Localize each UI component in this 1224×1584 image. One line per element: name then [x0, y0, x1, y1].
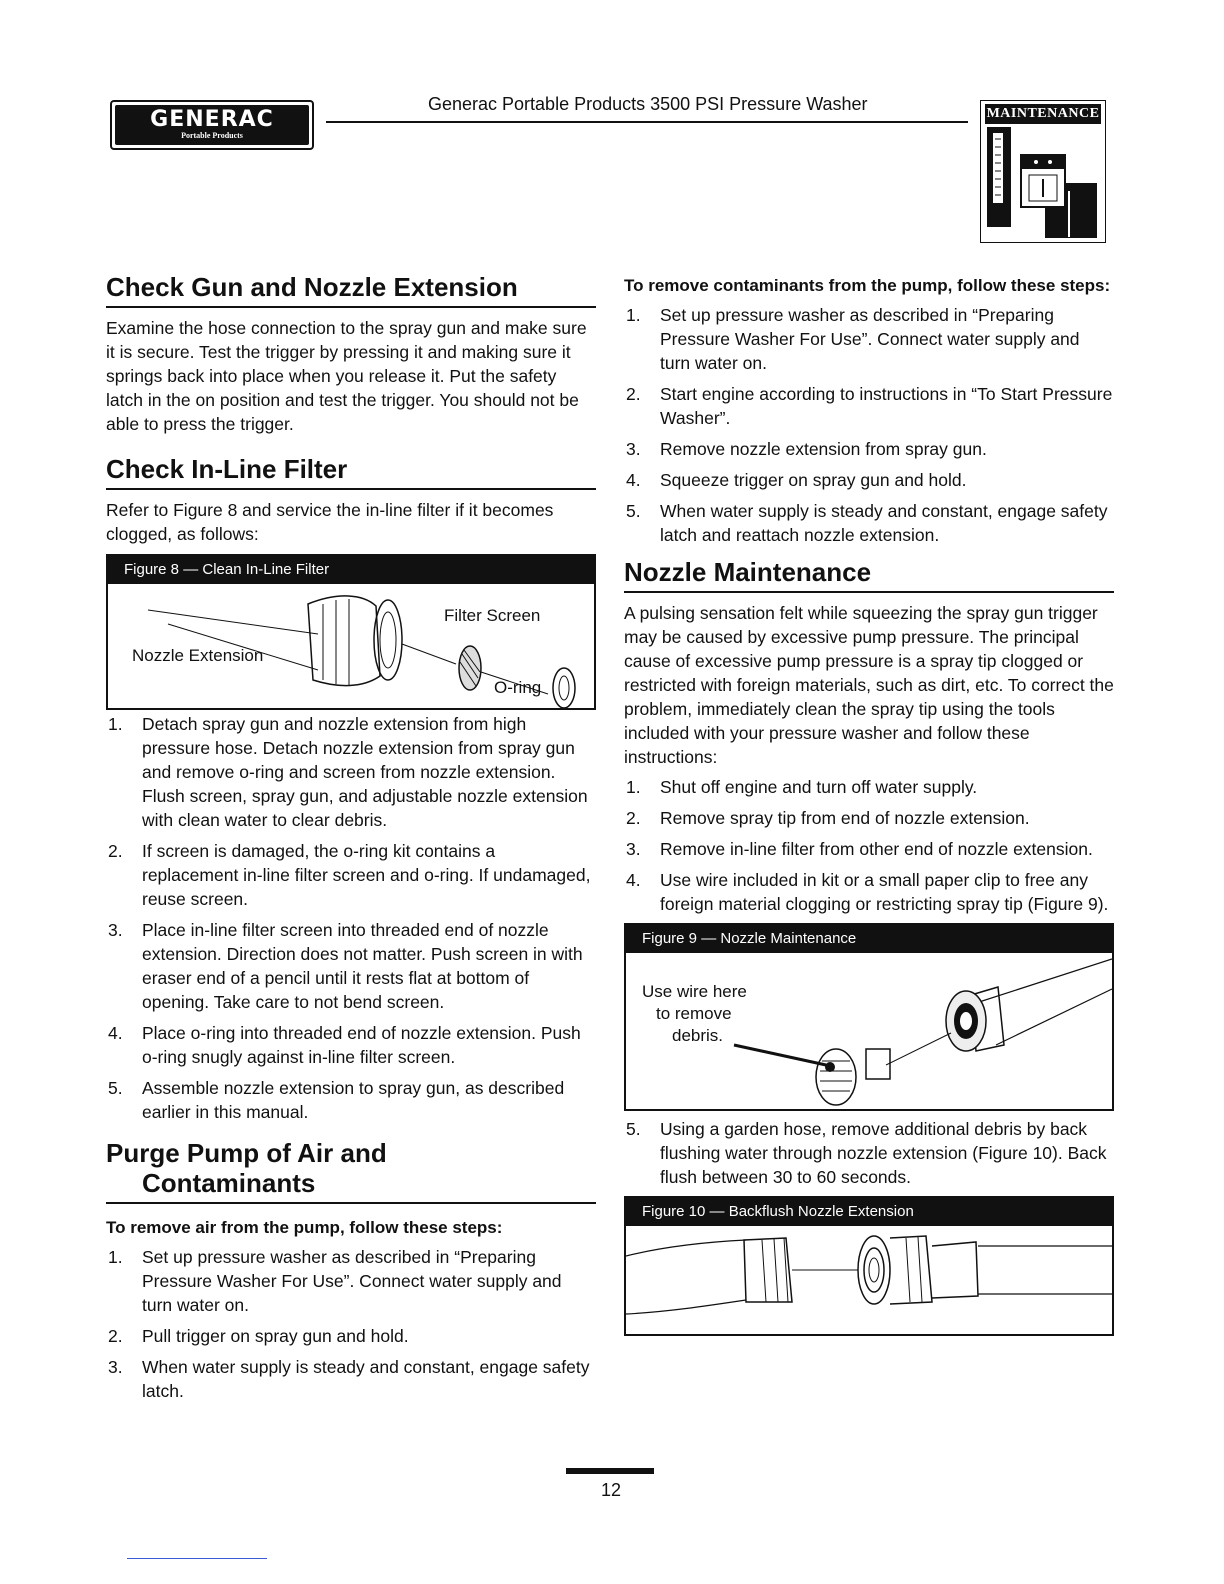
figure-8-caption: Figure 8 — Clean In-Line Filter	[108, 556, 594, 584]
purge-contaminants-steps	[624, 303, 1114, 547]
purge-air-steps	[106, 1245, 596, 1403]
inline-filter-steps	[106, 712, 596, 1124]
list-item: 4. Place o-ring into threaded end of nozzle extension. Push o-ring snugly against in-line filter screen.	[108, 1023, 581, 1067]
footer-link-underline[interactable]	[127, 1558, 267, 1559]
figure-10-caption: Figure 10 — Backflush Nozzle Extension	[626, 1198, 1112, 1226]
heading-purge-line1: Purge Pump of Air and	[106, 1138, 387, 1168]
list-item: 1. Set up pressure washer as described in “Preparing Pressure Washer For Use”. Connect water supply and turn water on.	[108, 1247, 562, 1315]
list-item: 2. Remove spray tip from end of nozzle extension.	[626, 808, 1030, 828]
o-ring-label: O-ring	[494, 678, 542, 697]
figure-9-label	[642, 981, 747, 1047]
list-item: 1. Shut off engine and turn off water supply.	[626, 777, 978, 797]
maintenance-badge-label: MAINTENANCE	[985, 104, 1101, 124]
list-item: 4. Use wire included in kit or a small paper clip to free any foreign material clogging or restricting spray tip (Figure 9).	[626, 870, 1109, 914]
right-column	[624, 274, 1114, 1336]
inline-filter-intro: Refer to Figure 8 and service the in-line filter if it becomes clogged, as follows:	[106, 500, 554, 544]
figure-8	[106, 554, 596, 710]
heading-inline-filter: Check In-Line Filter	[106, 454, 348, 484]
nozzle-maintenance-steps	[624, 775, 1114, 916]
logo-subtitle: Portable Products	[181, 131, 243, 140]
nozzle-extension-label: Nozzle Extension	[132, 646, 264, 665]
list-item: 2. Pull trigger on spray gun and hold.	[108, 1326, 409, 1346]
generac-logo	[110, 100, 314, 150]
figure-9-caption: Figure 9 — Nozzle Maintenance	[626, 925, 1112, 953]
purge-air-subheading: To remove air from the pump, follow these steps:	[106, 1218, 503, 1237]
header-title: Generac Portable Products 3500 PSI Pressure Washer	[428, 94, 868, 114]
nozzle-maintenance-body: A pulsing sensation felt while squeezing the spray gun trigger may be caused by excessive pump pressure. The principal cause of excessive pump pressure is a spray tip clogged or restricted with foreign materials, such as dirt, etc. To correct the problem, immediately clean the spray tip using the tools included with your pressure washer and follow these instructions:	[624, 603, 1114, 767]
maintenance-badge	[980, 100, 1106, 243]
page-number: 12	[600, 1480, 622, 1500]
nozzle-maintenance-step-5	[624, 1117, 1114, 1189]
page-number-bar	[566, 1468, 654, 1474]
heading-rule	[106, 306, 596, 308]
list-item: 3. When water supply is steady and constant, engage safety latch.	[108, 1357, 590, 1401]
maintenance-calendar-icon	[981, 125, 1104, 240]
backflush-illustration	[626, 1226, 1112, 1334]
heading-rule	[624, 591, 1114, 593]
list-item: 4. Squeeze trigger on spray gun and hold.	[626, 470, 967, 490]
heading-purge-pump	[106, 1138, 596, 1198]
check-gun-body: Examine the hose connection to the spray gun and make sure it is secure. Test the trigger by pressing it and making sure it springs back into place when you release it. Put the safety latch in the on position and test the trigger. You should not be able to press the trigger.	[106, 318, 587, 434]
figure-9-label-line3: debris.	[672, 1026, 724, 1045]
list-item: 3. Remove in-line filter from other end of nozzle extension.	[626, 839, 1093, 859]
logo-word: GENERAC	[150, 107, 274, 132]
list-item: 5. When water supply is steady and constant, engage safety latch and reattach nozzle extension.	[626, 501, 1108, 545]
figure-9-label-line2: to remove	[656, 1004, 732, 1023]
list-item: 3. Place in-line filter screen into threaded end of nozzle extension. Direction does not matter. Push screen in with eraser end of a pencil until it rests flat at bottom of opening. Take care to not bend screen.	[108, 920, 583, 1012]
heading-rule	[106, 488, 596, 490]
heading-rule	[106, 1202, 596, 1204]
filter-screen-label: Filter Screen	[444, 606, 541, 625]
heading-check-gun: Check Gun and Nozzle Extension	[106, 272, 518, 302]
figure-10	[624, 1196, 1114, 1336]
list-item: 5. Using a garden hose, remove additional debris by back flushing water through nozzle extension (Figure 10). Back flush between 30 to 60 seconds.	[626, 1119, 1107, 1187]
purge-contaminants-subheading: To remove contaminants from the pump, follow these steps:	[624, 276, 1111, 295]
list-item: 2. If screen is damaged, the o-ring kit contains a replacement in-line filter screen and o-ring. If undamaged, reuse screen.	[108, 841, 591, 909]
figure-9-label-line1: Use wire here	[642, 982, 747, 1001]
left-column	[106, 272, 596, 1410]
list-item: 3. Remove nozzle extension from spray gun.	[626, 439, 987, 459]
heading-purge-line2: Contaminants	[142, 1168, 316, 1198]
header-divider	[326, 121, 968, 123]
list-item: 5. Assemble nozzle extension to spray gun, as described earlier in this manual.	[108, 1078, 565, 1122]
list-item: 1. Set up pressure washer as described in “Preparing Pressure Washer For Use”. Connect water supply and turn water on.	[626, 305, 1080, 373]
list-item: 1. Detach spray gun and nozzle extension from high pressure hose. Detach nozzle extension from spray gun and remove o-ring and screen from nozzle extension. Flush screen, spray gun, and adjustable nozzle extension with clean water to clear debris.	[108, 714, 588, 830]
list-item: 2. Start engine according to instructions in “To Start Pressure Washer”.	[626, 384, 1113, 428]
heading-nozzle-maintenance: Nozzle Maintenance	[624, 557, 872, 587]
figure-9	[624, 923, 1114, 1111]
